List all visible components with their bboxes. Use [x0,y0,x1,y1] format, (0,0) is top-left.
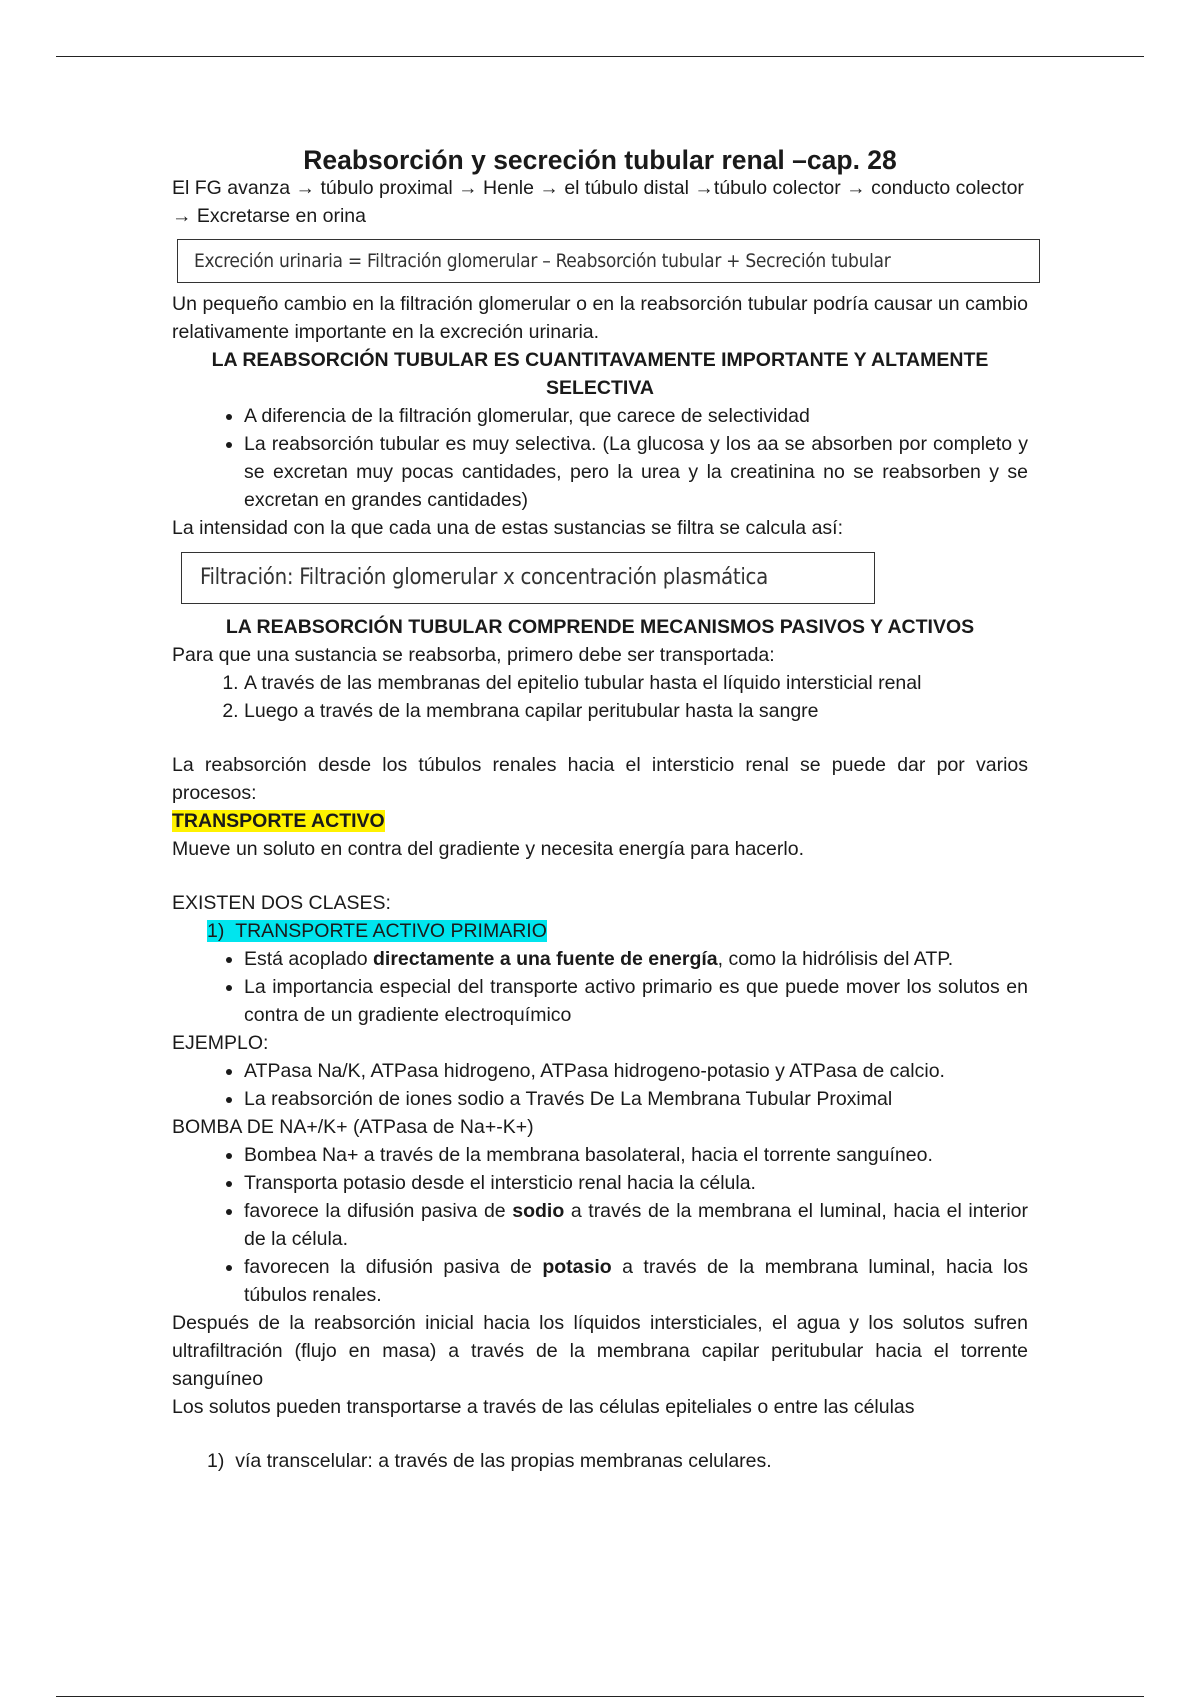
heading-mecanismos: LA REABSORCIÓN TUBULAR COMPRENDE MECANISMOS PASIVOS Y ACTIVOS [225,616,975,638]
bullet-list-selectividad [172,402,1028,514]
list-item: • Está acoplado directamente a una fuente de energía, como la hidrólisis del ATP. [244,945,1028,973]
bomba-heading: BOMBA DE NA+/K+ (ATPasa de Na+-K+) [172,1116,534,1138]
numbered-list-pasos [172,669,1028,725]
page-title: Reabsorción y secreción tubular renal –cap. 28 [303,145,897,175]
paragraph-transportada: Para que una sustancia se reabsorba, primero debe ser transportada: [172,644,775,666]
heading-primario: 1) TRANSPORTE ACTIVO PRIMARIO [207,920,547,942]
list-item: • ATPasa Na/K, ATPasa hidrogeno, ATPasa hidrogeno-potasio y ATPasa de calcio. [244,1057,1028,1085]
formula-box-filtracion: Filtración: Filtración glomerular x concentración plasmática [181,552,875,604]
paragraph-solutos: Los solutos pueden transportarse a través de las células epiteliales o entre las células [172,1396,915,1418]
heading-reabsorcion-selectiva: LA REABSORCIÓN TUBULAR ES CUANTITAVAMENTE IMPORTANTE Y ALTAMENTE SELECTIVA [211,349,989,399]
list-item: • La importancia especial del transporte activo primario es que puede mover los solutos en contra de un gradiente electroquímico [244,973,1028,1029]
paragraph-cambio: Un pequeño cambio en la filtración glomerular o en la reabsorción tubular podría causar un cambio relativamente importante en la excreción urinaria. [172,293,1028,343]
paragraph-despues: Después de la reabsorción inicial hacia los líquidos intersticiales, el agua y los solutos sufren ultrafiltración (flujo en masa) a través de la membrana capilar peritubular hacia el torrente sanguíneo [172,1312,1028,1390]
list-item: • Bombea Na+ a través de la membrana basolateral, hacia el torrente sanguíneo. [244,1141,1028,1169]
paragraph-intensidad: La intensidad con la que cada una de estas sustancias se filtra se calcula así: [172,517,843,539]
bottom-rule [56,1696,1144,1697]
bullet-list-primario [172,945,1028,1029]
paragraph-procesos: La reabsorción desde los túbulos renales hacia el intersticio renal se puede dar por varios procesos: [172,754,1028,804]
list-item: • favorecen la difusión pasiva de potasio a través de la membrana luminal, hacia los túbulos renales. [244,1253,1028,1309]
formula-box-excrecion: Excreción urinaria = Filtración glomerular – Reabsorción tubular + Secreción tubular [177,239,1040,283]
heading-transporte-activo [172,807,1028,835]
bullet-list-ejemplos [172,1057,1028,1113]
list-item: 1. A través de las membranas del epitelio tubular hasta el líquido intersticial renal [244,669,1028,697]
highlight-primario: TRANSPORTE ACTIVO PRIMARIO [235,920,547,942]
list-item: 2. Luego a través de la membrana capilar peritubular hasta la sangre [244,697,1028,725]
list-item: • Transporta potasio desde el intersticio renal hacia la célula. [244,1169,1028,1197]
document-body [172,143,1028,1475]
bullet-list-bomba [172,1141,1028,1309]
highlight-transporte-activo: TRANSPORTE ACTIVO [172,810,385,832]
via-transcelular: 1) vía transcelular: a través de las propias membranas celulares. [207,1450,772,1472]
list-item: • favorece la difusión pasiva de sodio a través de la membrana el luminal, hacia el interior de la célula. [244,1197,1028,1253]
top-rule [56,56,1144,57]
flow-paragraph: El FG avanza → túbulo proximal → Henle → el túbulo distal →túbulo colector → conducto colector → Excretarse en orina [172,177,1024,227]
list-item: • A diferencia de la filtración glomerular, que carece de selectividad [244,402,1028,430]
paragraph-mueve: Mueve un soluto en contra del gradiente y necesita energía para hacerlo. [172,838,804,860]
existen-dos-clases: EXISTEN DOS CLASES: [172,892,391,914]
ejemplo-label: EJEMPLO: [172,1032,269,1054]
list-item: • La reabsorción tubular es muy selectiva. (La glucosa y los aa se absorben por completo y se excretan muy pocas cantidades, pero la urea y la creatinina no se reabsorben y se excretan en grandes cantidades) [244,430,1028,514]
list-item: • La reabsorción de iones sodio a Través De La Membrana Tubular Proximal [244,1085,1028,1113]
